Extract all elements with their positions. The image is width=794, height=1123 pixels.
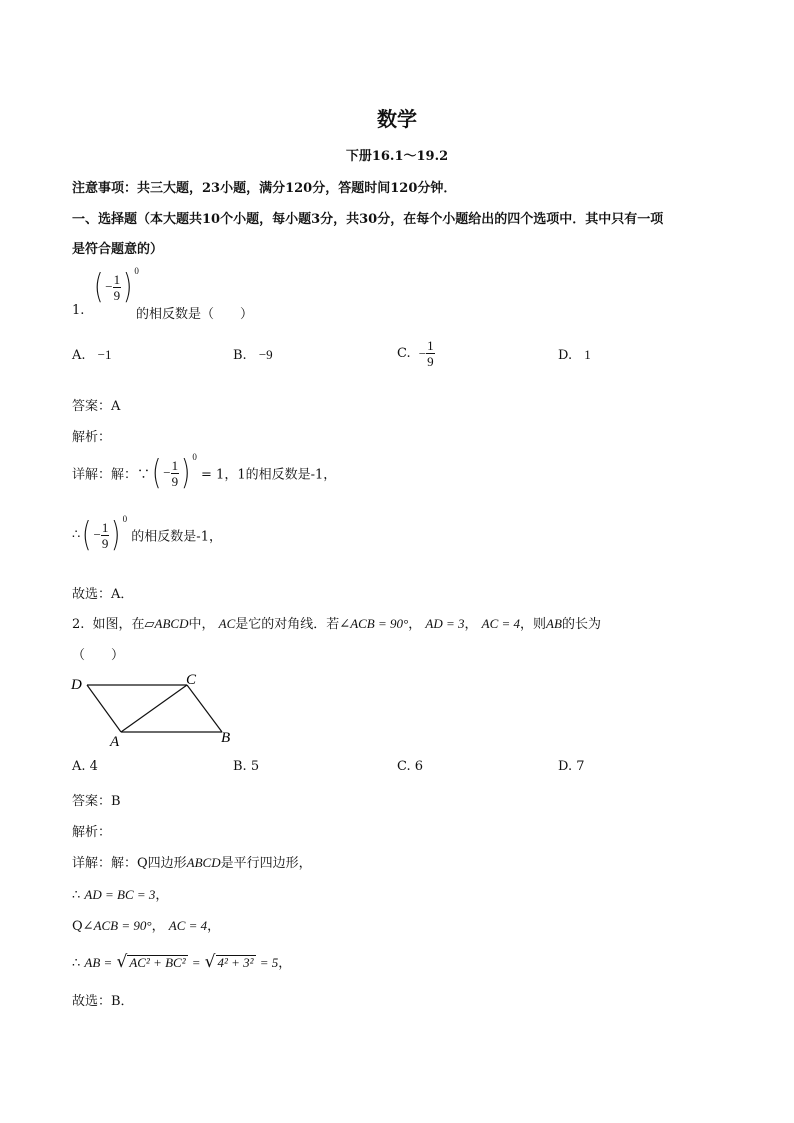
- q2-answer: 答案：B: [72, 794, 121, 809]
- page-subtitle: 下册16.1～19.2: [345, 149, 449, 164]
- q1-answer: 答案：A: [72, 399, 121, 414]
- q1-therefore-line: ∴( − $\frac{1}{9}$ ) $^0$ 的相反数是-1，: [72, 514, 222, 555]
- q1-detail-line1: 详解：解：∵( − $\frac{1}{9}$ ) $^0$ = 1，1的相反数是-1，: [72, 452, 337, 493]
- q1-option-c: C. − $\frac{1}{9}$: [397, 338, 434, 369]
- q1-stem-tail: 的相反数是（ ）: [136, 307, 254, 322]
- q2-stem-line1: 2. 如图，在▱ABCD中， AC是它的对角线．若∠ACB = 90°， AD = 3， AC = 4，则AB的长为: [72, 616, 601, 632]
- exam-notice: 注意事项：共三大题，23小题，满分120分，答题时间120分钟．: [72, 181, 457, 196]
- q1-analysis-label: 解析：: [72, 430, 112, 445]
- section-heading-line2: 是符合题意的）: [72, 242, 164, 257]
- q1-choose: 故选：A．: [72, 587, 134, 602]
- q1-option-b: B. −9: [233, 347, 273, 363]
- q2-detail-line1: 详解：解：Q四边形ABCD是平行四边形，: [72, 855, 312, 871]
- vertex-label-b: B: [221, 730, 231, 746]
- page-title: 数学: [377, 107, 417, 131]
- q2-option-c: C. 6: [397, 759, 424, 774]
- vertex-label-c: C: [186, 672, 197, 688]
- section-heading-line1: 一、选择题（本大题共10个小题，每小题3分，共30分，在每个小题给出的四个选项中．其中只有一项: [72, 212, 664, 227]
- q1-expression: ( − $\frac{1}{9}$ ) $^0$: [93, 266, 139, 307]
- q1-option-d: D. 1: [558, 347, 591, 363]
- parallelogram-lines: [87, 685, 222, 732]
- q2-choose: 故选：B．: [72, 994, 134, 1009]
- q2-detail-line2: ∴ AD = BC = 3，: [72, 887, 169, 903]
- vertex-label-d: D: [71, 677, 82, 693]
- q2-option-a: A. 4: [72, 759, 98, 774]
- vertex-label-a: A: [110, 734, 120, 750]
- q2-analysis-label: 解析：: [72, 825, 112, 840]
- q1-option-a: A. −1: [72, 347, 112, 363]
- q2-detail-line4: ∴ AB = √ AC² + BC² = √ 4² + 3² = 5，: [72, 952, 292, 972]
- diagonal-ac: [121, 685, 187, 732]
- q2-option-b: B. 5: [233, 759, 260, 774]
- side-ad: [87, 685, 121, 732]
- q2-option-d: D. 7: [558, 759, 585, 774]
- q1-number: 1.: [72, 303, 85, 318]
- parallelogram-figure: [68, 670, 248, 750]
- side-cb: [187, 685, 222, 732]
- q2-detail-line3: Q∠ACB = 90°， AC = 4，: [72, 918, 221, 934]
- q2-stem-line2: （ ）: [72, 648, 125, 663]
